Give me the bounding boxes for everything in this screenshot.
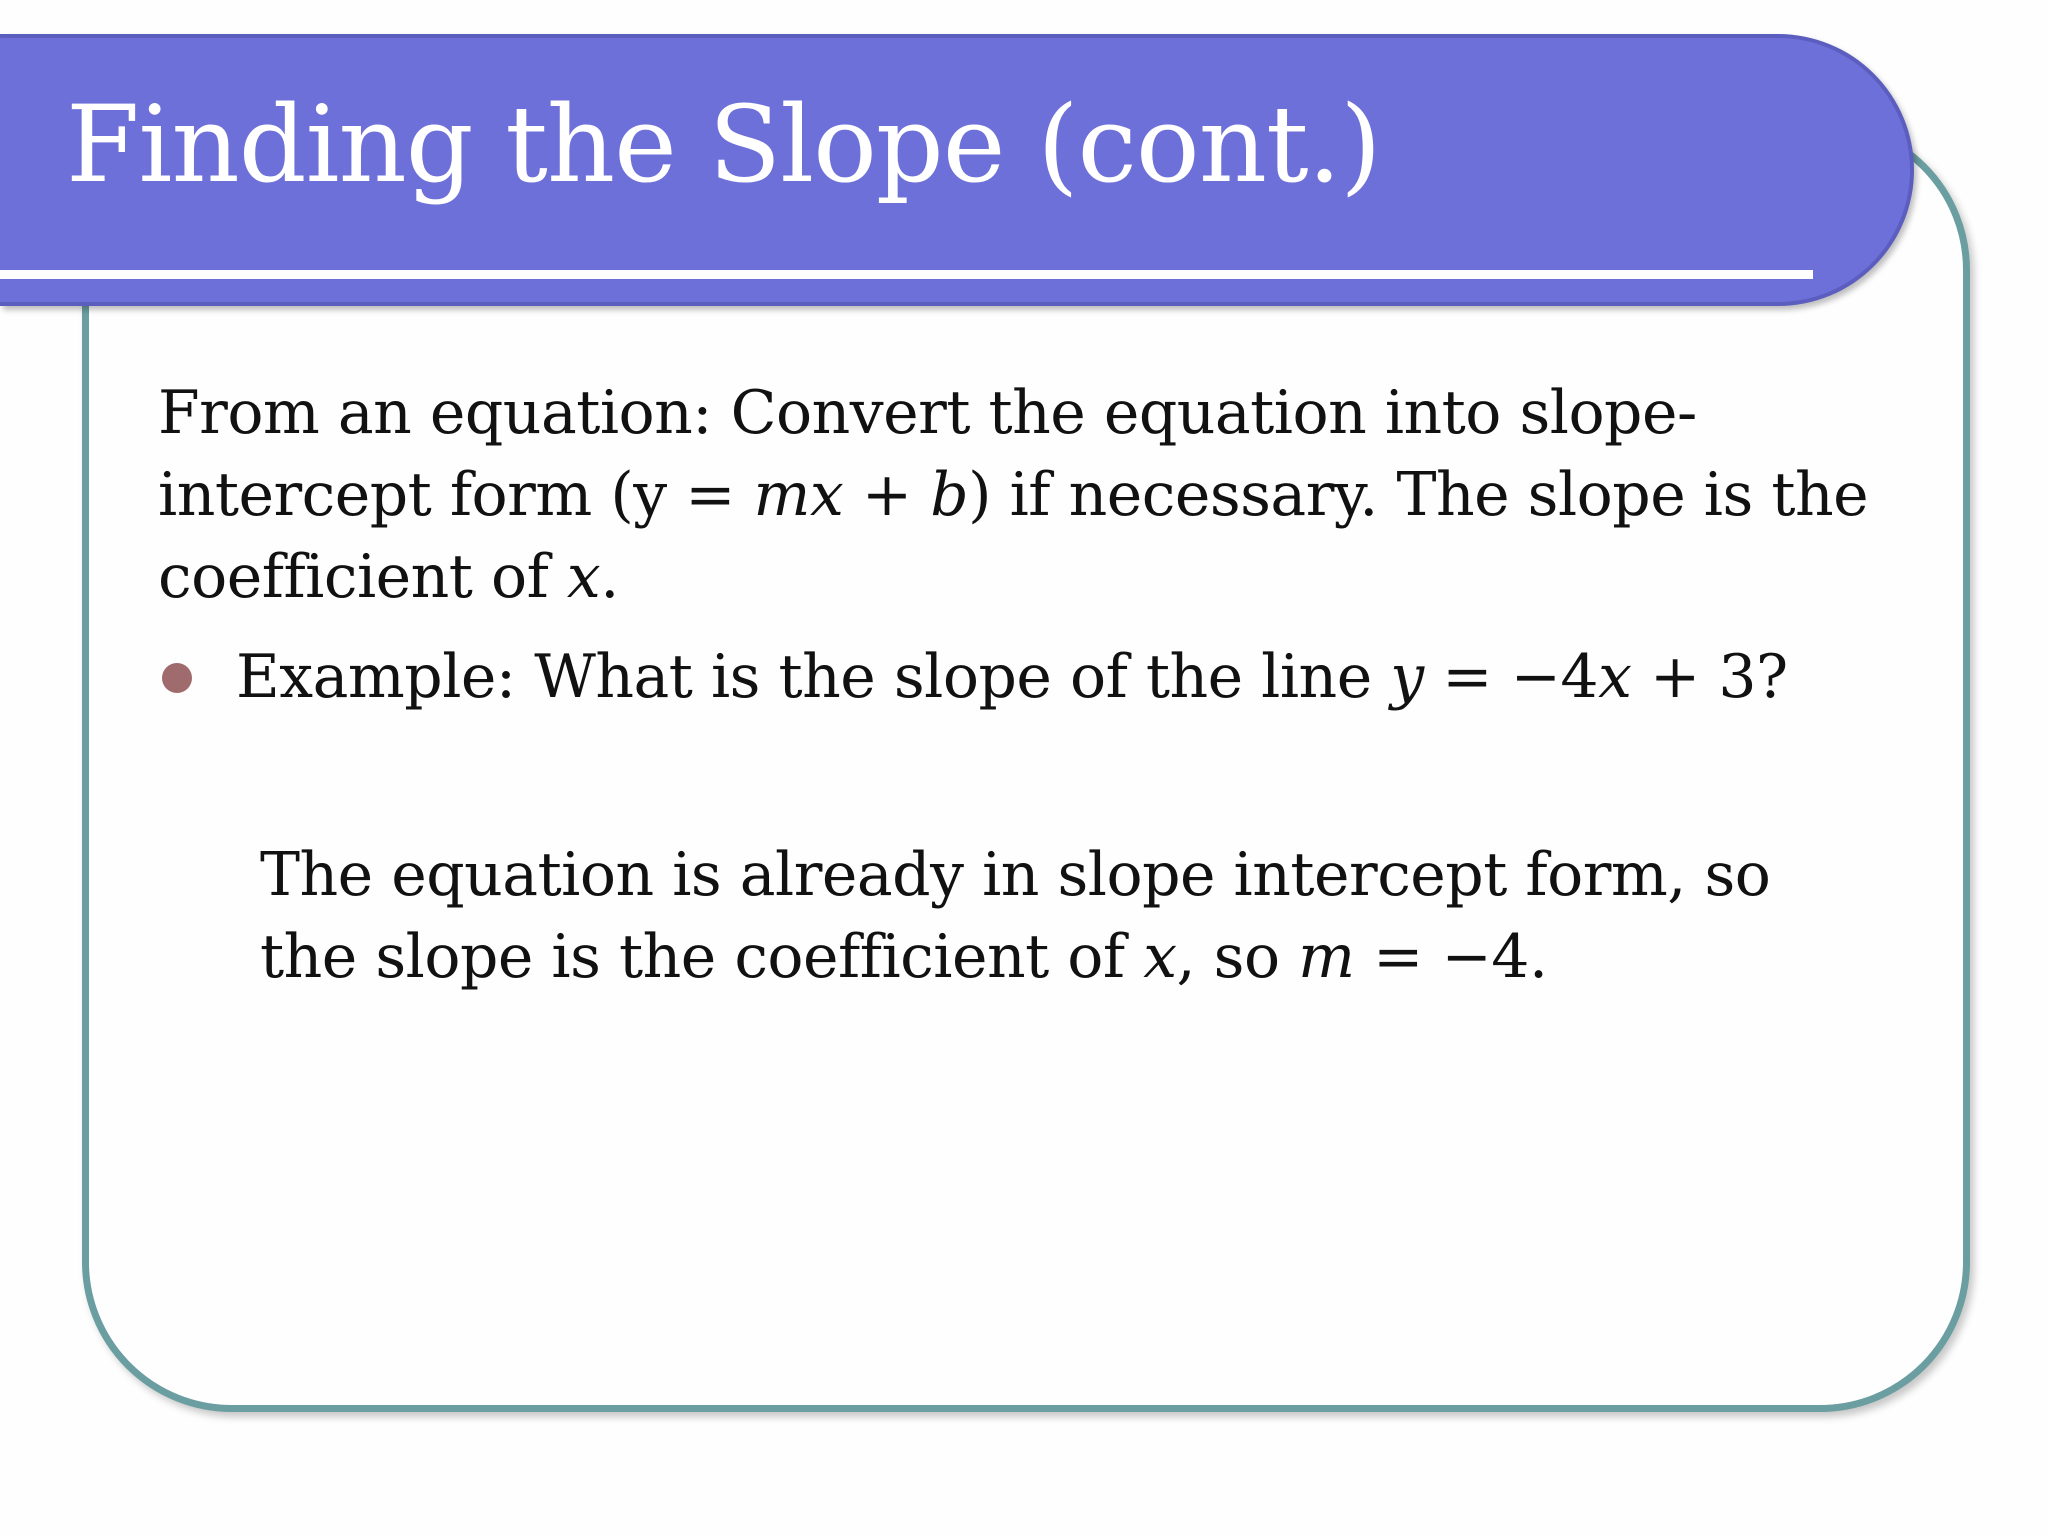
answer-x: x xyxy=(1143,922,1177,992)
slide-title: Finding the Slope (cont.) xyxy=(66,83,1381,206)
answer-paragraph xyxy=(260,834,1880,998)
example-x: x xyxy=(1598,642,1632,712)
intro-paragraph xyxy=(158,372,1898,618)
intro-end: . xyxy=(600,542,619,612)
intro-b: b xyxy=(930,460,969,530)
intro-lead: From an equation: Convert the equation into slope-intercept form (y = xyxy=(158,378,1697,530)
intro-mx: mx xyxy=(753,460,844,530)
title-underline xyxy=(0,270,1813,279)
intro-x: x xyxy=(566,542,601,612)
intro-plus: + xyxy=(843,460,931,530)
answer-mid: , so xyxy=(1176,922,1299,992)
example-eq: = −4 xyxy=(1423,642,1599,712)
answer-lead: The equation is already in slope intercept form, so the slope is the coefficient of xyxy=(260,840,1771,992)
example-end: + 3? xyxy=(1631,642,1788,712)
answer-m: m xyxy=(1298,922,1355,992)
answer-end: = −4. xyxy=(1354,922,1548,992)
bullet-dot-icon xyxy=(162,663,192,693)
intro-mid: ) if necessary. The slope is the coefficient of xyxy=(158,460,1869,612)
content-card xyxy=(82,120,1970,1412)
example-text xyxy=(236,636,1788,718)
example-lead: Example: What is the slope of the line xyxy=(236,642,1391,712)
example-y: y xyxy=(1390,642,1424,712)
example-bullet xyxy=(160,636,1910,726)
